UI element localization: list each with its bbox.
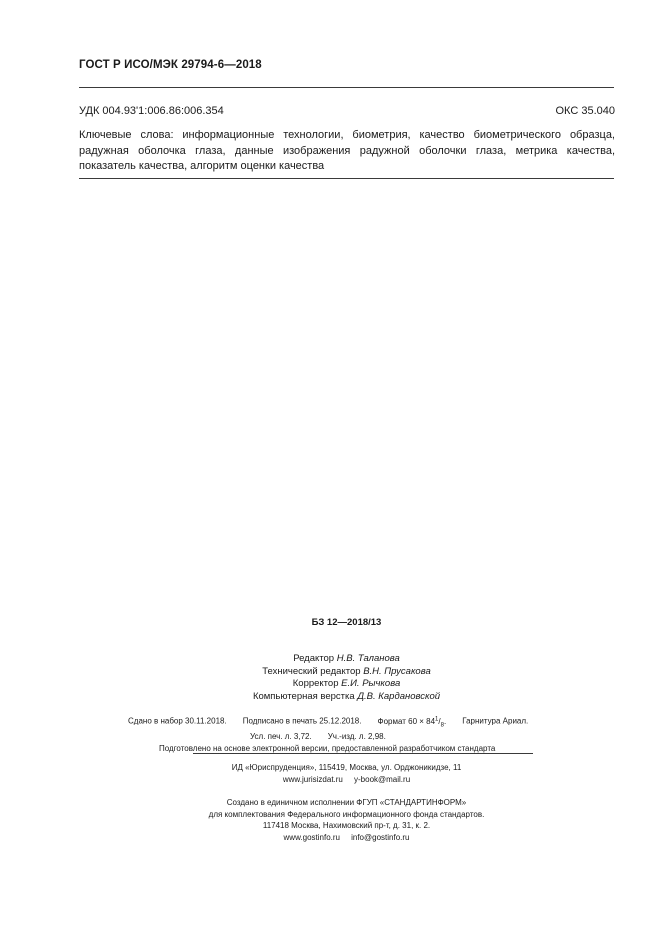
printer-address: 117418 Москва, Нахимовский пр-т, д. 31, к. 2.	[262, 821, 431, 830]
publisher-block	[0, 762, 661, 785]
udc-code: УДК 004.93'1:006.86:006.354	[79, 105, 224, 117]
corrector-name: Е.И. Рычкова	[341, 678, 401, 689]
corrector-label: Корректор	[292, 678, 339, 689]
tech-editor-name: В.Н. Прусакова	[363, 665, 431, 677]
layout-line	[32, 691, 661, 704]
editor-label: Редактор	[293, 653, 335, 664]
submitted-date: Сдано в набор 30.11.2018.	[128, 716, 227, 726]
top-divider	[79, 87, 614, 88]
publisher-contacts	[32, 774, 661, 786]
printer-email: info@gostinfo.ru	[351, 832, 410, 842]
editor-line	[32, 653, 661, 666]
tech-editor-line	[32, 666, 661, 679]
pub-sheets: Уч.-изд. л. 2,98.	[327, 732, 386, 742]
publisher-address: ИД «Юриспруденция», 115419, Москва, ул. Орджоникидзе, 11	[231, 763, 462, 772]
format-info: Формат $60 \times 84^1/_8$.	[377, 716, 447, 729]
layout-label: Компьютерная верстка	[252, 690, 355, 702]
printer-line-1: Создано в единичном исполнении ФГУП «СТАНДАРТИНФОРМ»	[226, 798, 467, 807]
publication-info	[128, 713, 578, 755]
staff-block	[0, 653, 661, 703]
printer-contacts	[32, 832, 661, 844]
keywords-paragraph: Ключевые слова: информационные технологии, биометрия, качество биометрического образца, радужная оболочка глаза, данные изображения радужной оболочки глаза, метрика качества, показатель качества, алгоритм оценки качества	[79, 129, 615, 172]
printer-site: www.gostinfo.ru	[283, 832, 340, 842]
layout-name: Д.В. Кардановской	[357, 690, 441, 702]
tech-editor-label: Технический редактор	[262, 665, 361, 677]
bz-number: БЗ 12—2018/13	[311, 617, 382, 628]
footer-divider	[193, 753, 533, 754]
prepared-note: Подготовлено на основе электронной версии, предоставленной разработчиком стандарта	[159, 744, 496, 754]
typeface: Гарнитура Ариал.	[462, 716, 529, 726]
corrector-line	[32, 678, 661, 691]
signed-date: Подписано в печать 25.12.2018.	[242, 716, 362, 726]
printer-line-2: для комплектования Федерального информационного фонда стандартов.	[208, 809, 485, 819]
publication-row-2	[128, 731, 578, 743]
editor-name: Н.В. Таланова	[336, 653, 400, 664]
oks-code: ОКС 35.040	[555, 105, 615, 117]
document-title: ГОСТ Р ИСО/МЭК 29794-6—2018	[79, 59, 262, 71]
printer-block	[0, 797, 661, 843]
keywords-divider	[79, 178, 614, 179]
publisher-email: y-book@mail.ru	[354, 774, 411, 784]
print-sheets: Усл. печ. л. 3,72.	[250, 732, 312, 742]
publication-row-1	[128, 713, 578, 731]
publisher-site: www.jurisizdat.ru	[282, 774, 343, 784]
